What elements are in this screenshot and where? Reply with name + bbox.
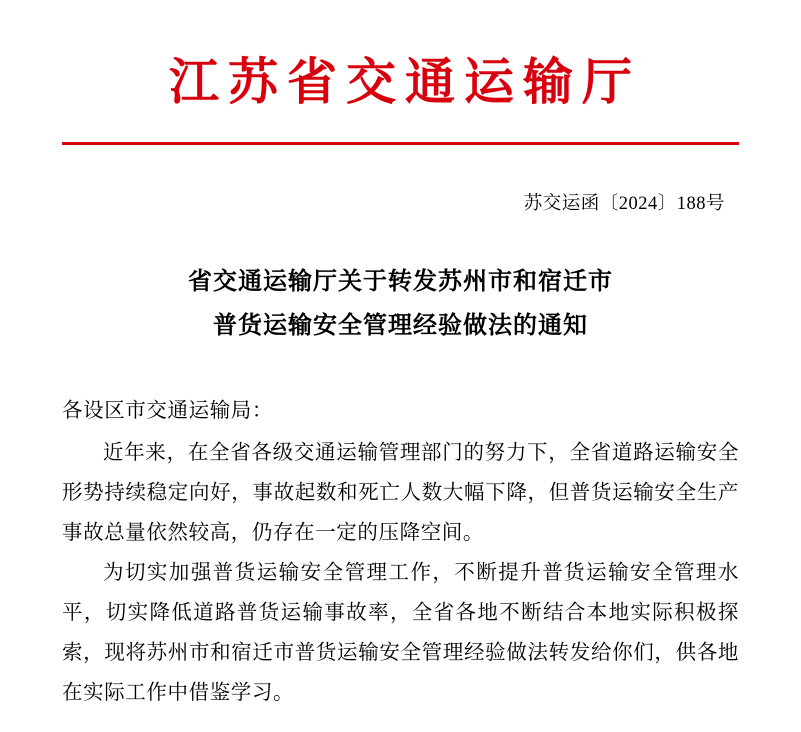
document-body — [62, 392, 739, 714]
issuing-agency-title: 江苏省交通运输厅 — [169, 51, 641, 111]
page-title — [62, 259, 739, 348]
page-title-line-1: 省交通运输厅关于转发苏州市和宿迁市 — [188, 266, 613, 295]
body-paragraph-2: 为切实加强普货运输安全管理工作，不断提升普货运输安全管理水平，切实降低道路普货运输事故率，全省各地不断结合本地实际积极探索，现将苏州市和宿迁市普货运输安全管理经验做法转发给你们，供各地在实际工作中借鉴学习。 — [62, 561, 739, 704]
body-paragraph-1: 近年来，在全省各级交通运输管理部门的努力下，全省道路运输安全形势持续稳定向好，事故起数和死亡人数大幅下降，但普货运输安全生产事故总量依然较高，仍存在一定的压降空间。 — [62, 441, 739, 544]
document-number: 苏交运函〔2024〕188号 — [523, 194, 725, 214]
salutation: 各设区市交通运输局： — [62, 399, 273, 422]
document-page — [0, 42, 801, 732]
red-horizontal-rule — [62, 142, 739, 145]
page-title-line-2: 普货运输安全管理经验做法的通知 — [213, 310, 588, 340]
masthead — [62, 42, 739, 120]
